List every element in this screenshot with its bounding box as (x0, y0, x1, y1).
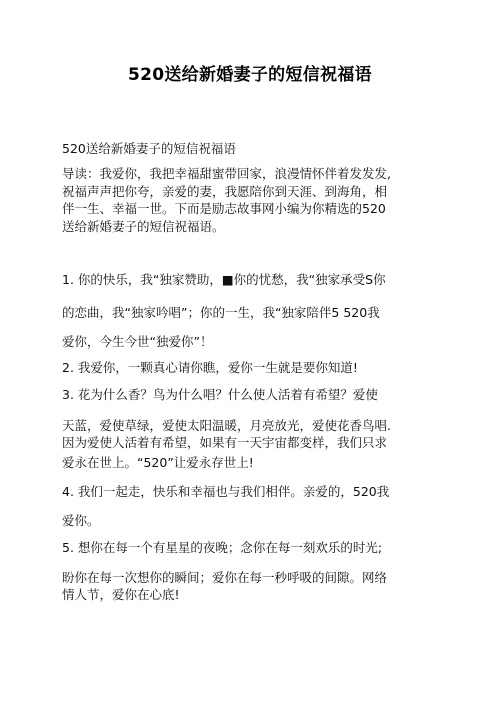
blessing-item-5-line-3: 情人节，爱你在心底! (62, 587, 180, 602)
document-subtitle: 520送给新婚妻子的短信祝福语 (62, 141, 236, 156)
blessing-item-1-line-3: 爱你，今生今世“独爱你”！ (62, 334, 213, 349)
blessing-item-1-line-2: 的恋曲，我“独家吟唱”；你的一生，我“独家陪伴5 520我 (62, 305, 380, 320)
blessing-item-3-line-1: 3. 花为什么香？鸟为什么唱？什么使人活着有希望？爱使 (62, 387, 378, 402)
blessing-item-3-line-2: 天蓝，爱使草绿，爱使太阳温暖，月亮放光，爱使花香鸟唱. (62, 418, 391, 433)
blessing-item-4-line-1: 4. 我们一起走，快乐和幸福也与我们相伴。亲爱的，520我 (62, 484, 390, 499)
blessing-item-3-line-3: 因为爱使人活着有希望，如果有一天宇宙都变样，我们只求 (62, 435, 388, 450)
blessing-item-2: 2. 我爱你，一颗真心请你瞧，爱你一生就是要你知道! (62, 360, 358, 375)
intro-line: 祝福声声把你夸，亲爱的妻，我愿陪你到天涯、到海角，相 (62, 183, 388, 199)
intro-line: 导读：我爱你，我把幸福甜蜜带回家，浪漫情怀伴着发发发, (62, 166, 391, 181)
blessing-item-5-line-2: 盼你在每一次想你的瞬间；爱你在每一秒呼吸的间隙。网络 (62, 570, 388, 585)
intro-line: 送给新婚妻子的短信祝福语。 (62, 218, 225, 234)
blessing-item-5-line-1: 5. 想你在每一个有星星的夜晚；念你在每一刻欢乐的时光; (62, 540, 383, 555)
document-title: 520送给新婚妻子的短信祝福语 (128, 65, 372, 85)
blessing-item-1-line-1: 1. 你的快乐，我“独家赞助，■你的忧愁，我“独家承受S你 (62, 272, 386, 287)
blessing-item-4-line-2: 爱你。 (62, 513, 100, 528)
intro-line: 伴一生、幸福一世。下而是励志故事网小编为你精选的520 (62, 201, 386, 216)
intro-paragraph (62, 165, 434, 235)
blessing-item-3-line-4: 爱永在世上。“520”让爱永存世上! (62, 455, 254, 470)
